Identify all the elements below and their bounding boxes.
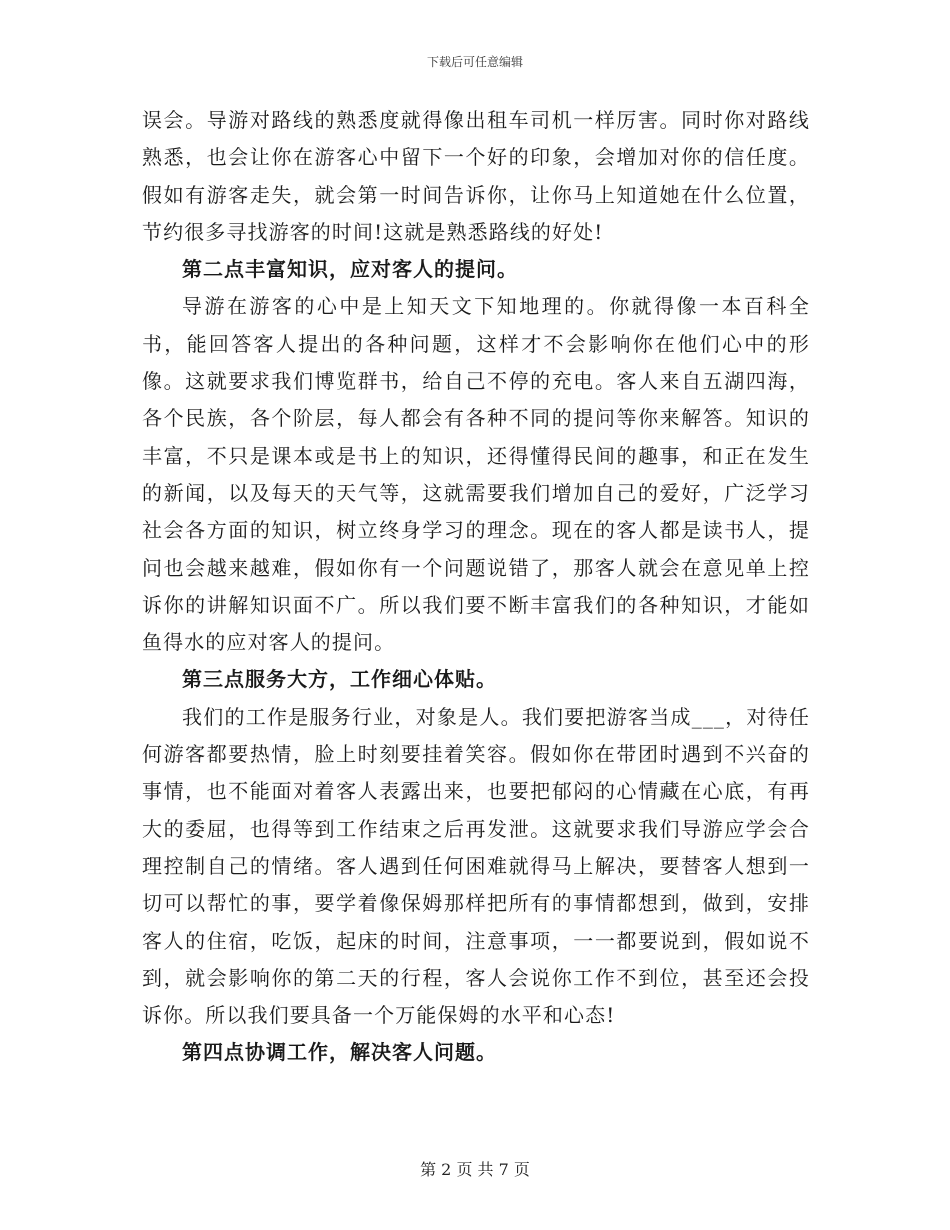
section-heading-4: 第四点协调工作，解决客人问题。 — [182, 1040, 497, 1065]
page-number-footer: 第 2 页 共 7 页 — [420, 1160, 530, 1179]
paragraph-knowledge: 导游在游客的心中是上知天文下知地理的。你就得像一本百科全书，能回答客人提出的各种问题，这样才不会影响你在他们心中的形像。这就要求我们博览群书，给自己不停的充电。客人来自五湖四海，各个民族，各个阶层，每人都会有各种不同的提问等你来解答。知识的丰富，不只是课本或是书上的知识，还得懂得民间的趣事，和正在发生的新闻，以及每天的天气等，这就需要我们增加自己的爱好，广泛学习社会各方面的知识，树立终身学习的理念。现在的客人都是读书人，提问也会越来越难，假如你有一个问题说错了，那客人就会在意见单上控诉你的讲解知识面不广。所以我们要不断丰富我们的各种知识，才能如鱼得水的应对客人的提问。 — [142, 294, 810, 655]
paragraph-continued: 误会。导游对路线的熟悉度就得像出租车司机一样厉害。同时你对路线熟悉，也会让你在游客心中留下一个好的印象，会增加对你的信任度。假如有游客走失，就会第一时间告诉你，让你马上知道她在什么位置，节约很多寻找游客的时间!这就是熟悉路线的好处! — [142, 108, 810, 244]
paragraph-service: 我们的工作是服务行业，对象是人。我们要把游客当成___，对待任何游客都要热情，脸上时刻要挂着笑容。假如你在带团时遇到不兴奋的事情，也不能面对着客人表露出来，也要把郁闷的心情藏在心底，有再大的委屈，也得等到工作结束之后再发泄。这就要求我们导游应学会合理控制自己的情绪。客人遇到任何困难就得马上解决，要替客人想到一切可以帮忙的事，要学着像保姆那样把所有的事情都想到，做到，安排客人的住宿，吃饭，起床的时间，注意事项，一一都要说到，假如说不到，就会影响你的第二天的行程，客人会说你工作不到位，甚至还会投诉你。所以我们要具备一个万能保姆的水平和心态! — [142, 704, 810, 1028]
document-body — [142, 102, 810, 1072]
section-heading-2: 第二点丰富知识，应对客人的提问。 — [182, 257, 518, 282]
section-heading-3: 第三点服务大方，工作细心体贴。 — [182, 667, 497, 692]
page-header: 下载后可任意编辑 — [426, 55, 523, 69]
